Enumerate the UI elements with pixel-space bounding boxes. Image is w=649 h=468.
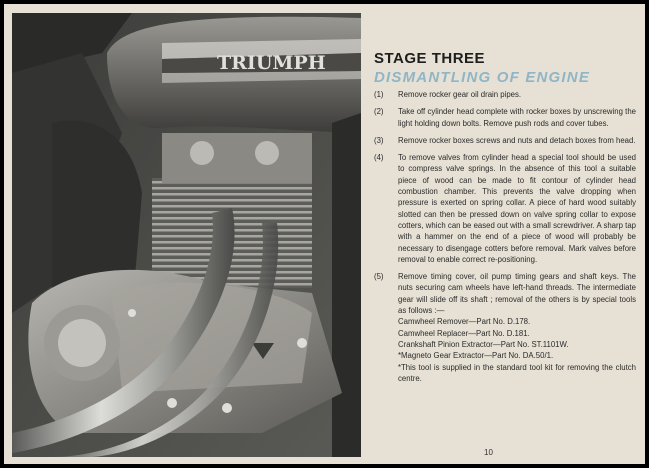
step-text: Take off cylinder head complete with rocker boxes by unscrewing the light holding down bolts. Remove push rods and cover tubes. — [398, 107, 636, 128]
steps-list — [374, 89, 636, 384]
section-title: DISMANTLING OF ENGINE — [374, 69, 591, 86]
parts-list — [398, 316, 636, 384]
step-number: (3) — [374, 135, 384, 145]
stage-title: STAGE THREE — [374, 50, 486, 67]
step-text: Remove rocker gear oil drain pipes. — [398, 90, 522, 99]
booklet-page-spread — [4, 4, 645, 464]
step-text: To remove valves from cylinder head a special tool should be used to compress valve springs. In the absence of this tool a suitable piece of wood can be made to fit contour of cylinder head combustion chamber. This prevents the valve dropping when pressure is exerted on spring collar. A piece of hard wood suitably slotted can then be pressed down on valve spring collar to expose cotters, which can be eased out with a small screwdriver. A sharp tap with a hammer on the end of a piece of wood will probably be necessary to disengage cotters before removal. Mark valves before removal to enable correct re-positioning. — [398, 153, 636, 264]
step-text-block — [398, 271, 636, 384]
step-item — [374, 135, 636, 146]
step-number: (4) — [374, 153, 384, 163]
step-item — [374, 89, 636, 100]
step-number: (5) — [374, 272, 384, 282]
engine-photo — [12, 13, 361, 457]
instructions-column — [374, 50, 636, 390]
step-item — [374, 271, 636, 384]
part-line: Camwheel Remover—Part No. D.178. — [398, 317, 531, 327]
step-text: Remove timing cover, oil pump timing gears and shaft keys. The nuts securing cam wheels have left-hand threads. The intermediate gear will slide off its shaft ; removal of the others is by special tools as follows :— — [398, 272, 636, 316]
step-text: Remove rocker boxes screws and nuts and detach boxes from head. — [398, 135, 636, 145]
step-number: (1) — [374, 90, 384, 99]
part-line: Camwheel Replacer—Part No. D.181. — [398, 328, 530, 338]
part-line: Crankshaft Pinion Extractor—Part No. ST.1101W. — [398, 339, 569, 349]
step-number: (2) — [374, 107, 384, 117]
part-line: *This tool is supplied in the standard tool kit for removing the clutch centre. — [398, 362, 636, 383]
step-item — [374, 152, 636, 265]
triumph-logo: TRIUMPH — [217, 52, 326, 74]
step-item — [374, 106, 636, 129]
part-line: *Magneto Gear Extractor—Part No. DA.50/1. — [398, 351, 554, 361]
page-number: 10 — [484, 448, 493, 457]
